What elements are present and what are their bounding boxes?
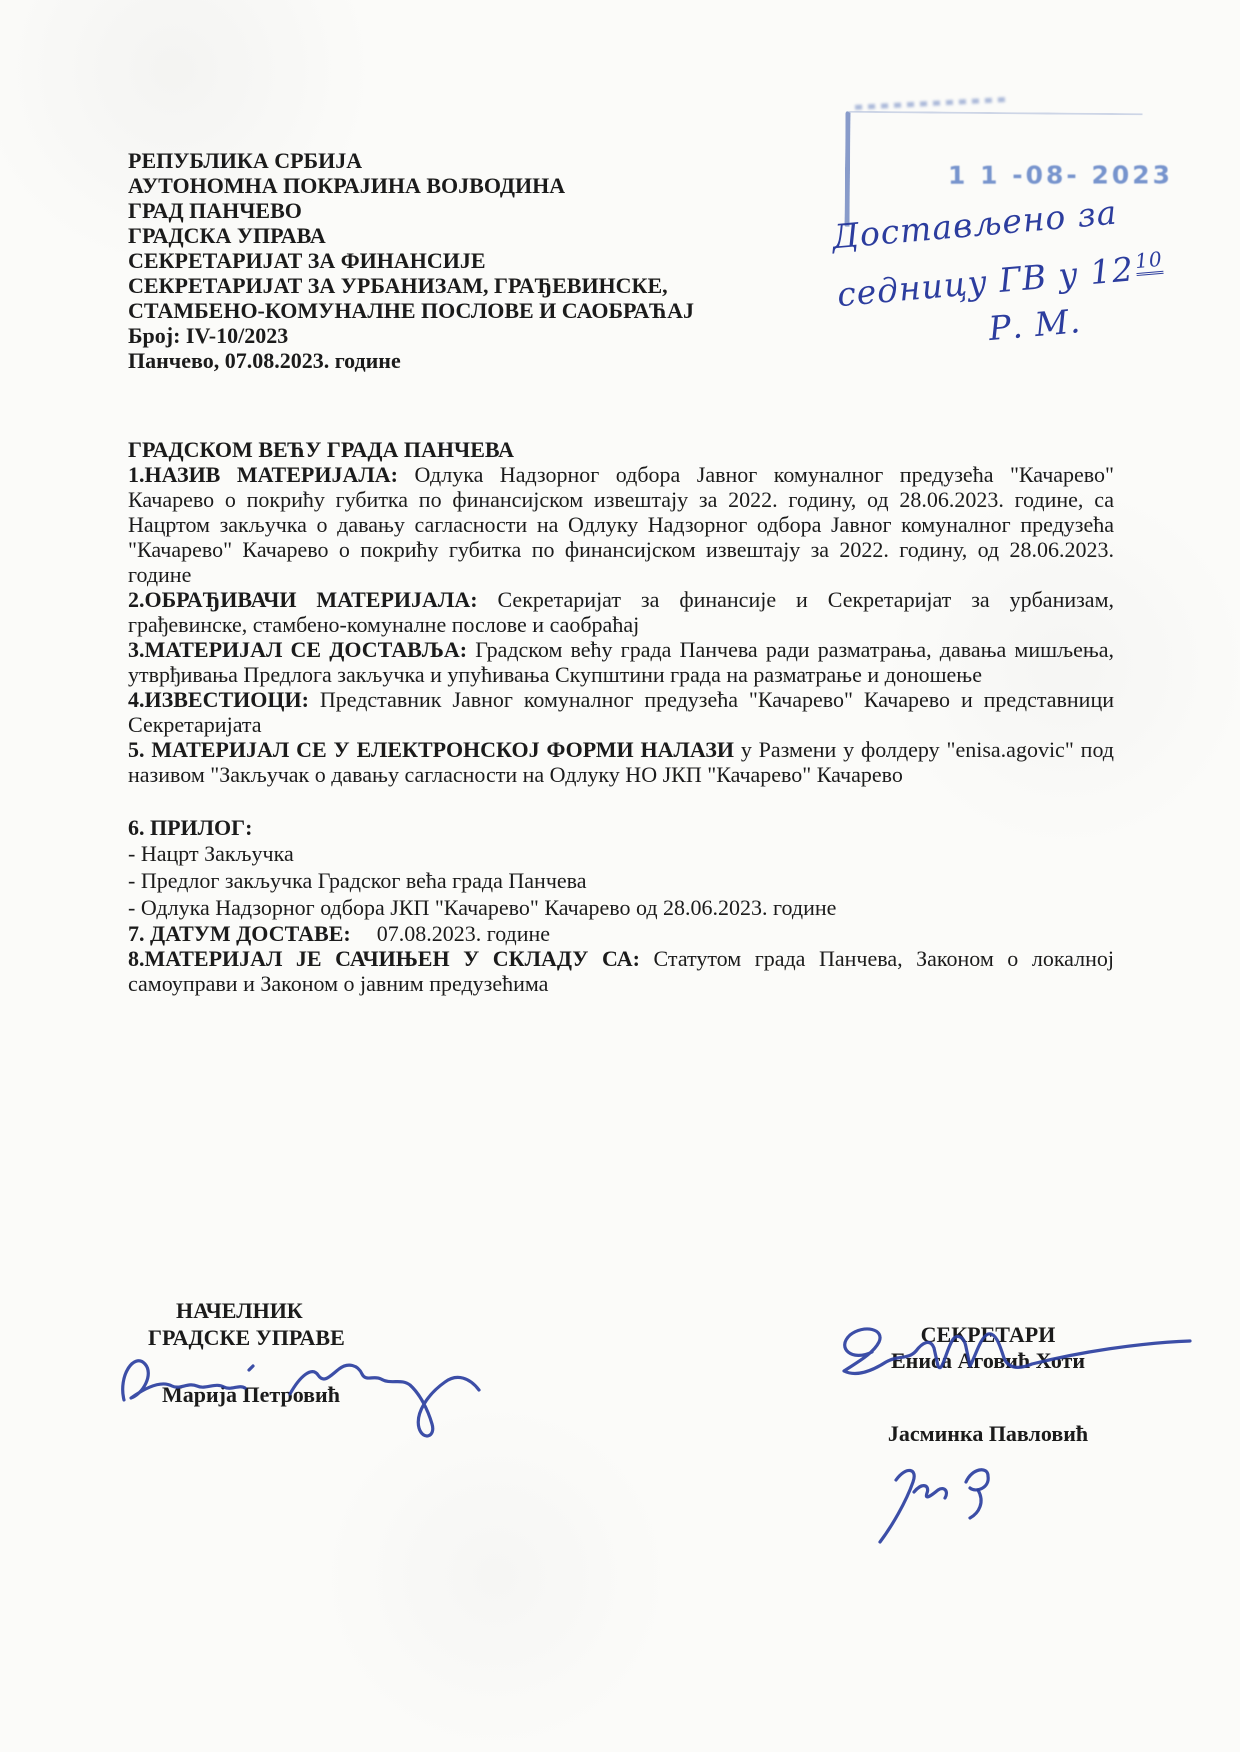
document-number: Број: IV-10/2023	[128, 323, 289, 348]
addressee-heading: ГРАДСКОМ ВЕЋУ ГРАДА ПАНЧЕВА	[128, 437, 515, 462]
signatory-right	[858, 1322, 1118, 1447]
section-4-label: 4.ИЗВЕСТИОЦИ:	[128, 687, 309, 712]
stamp-date-text: 1 1 -08- 2023	[947, 160, 1174, 190]
section-8-text: Статутом града Панчева, Законом о локалној самоуправи и Законом о јавним предузећима	[128, 946, 1114, 996]
attachment-item: - Одлука Надзорног одбора ЈКП "Качарево" Качарево од 28.06.2023. године	[128, 895, 837, 920]
section-5-label: 5. МАТЕРИЈАЛ СЕ У ЕЛЕКТРОНСКОЈ ФОРМИ НАЛАЗИ	[128, 737, 734, 762]
handwritten-initials: Р. М.	[987, 301, 1083, 349]
section-1-label: 1.НАЗИВ МАТЕРИЈАЛА:	[128, 462, 398, 487]
section-material-name	[128, 462, 1114, 587]
section-7-date: 07.08.2023. године	[376, 921, 551, 946]
section-7-label: 7. ДАТУМ ДОСТАВЕ:	[128, 921, 351, 946]
handwritten-line-1: Достављено за	[830, 192, 1119, 257]
letterhead-secretariat-finance: СЕКРЕТАРИЈАТ ЗА ФИНАНСИЈЕ	[128, 248, 486, 273]
signatory-left	[148, 1297, 345, 1408]
section-material-processors	[128, 587, 1114, 637]
attachment-item: - Предлог закључка Градског већа града Панчева	[128, 868, 587, 893]
section-attachments	[128, 815, 1114, 921]
signatory-right-name-1: Ениса Аговић Хоти	[890, 1348, 1086, 1373]
section-delivery-date	[128, 921, 1114, 946]
section-material-delivered-to	[128, 637, 1114, 687]
section-2-label: 2.ОБРАЂИВАЧИ МАТЕРИЈАЛА:	[128, 587, 478, 612]
section-3-text: Градском већу града Панчева ради разматрања, давања мишљења, утврђивања Предлога закључка и упућивања Скупштини града на разматрање и доношење	[128, 637, 1115, 687]
letterhead-city: ГРАД ПАНЧЕВО	[128, 198, 302, 223]
letterhead	[128, 148, 1114, 373]
signatory-right-name-2: Јасминка Павловић	[887, 1421, 1089, 1446]
section-rapporteurs	[128, 687, 1114, 737]
handwritten-time-superscript: 10	[1134, 247, 1164, 276]
signatory-left-title-2: ГРАДСКЕ УПРАВЕ	[148, 1325, 345, 1350]
letterhead-secretariat-urbanism-1: СЕКРЕТАРИЈАТ ЗА УРБАНИЗАМ, ГРАЂЕВИНСКЕ,	[128, 273, 668, 298]
section-electronic-form	[128, 737, 1114, 787]
stamp-ink-smudge	[855, 97, 1005, 110]
letterhead-republic: РЕПУБЛИКА СРБИЈА	[128, 148, 363, 173]
section-8-label: 8.МАТЕРИЈАЛ ЈЕ САЧИЊЕН У СКЛАДУ СА:	[128, 946, 640, 971]
signature-jasminka-pavlovic	[866, 1460, 1038, 1552]
signatory-left-name: Марија Петровић	[162, 1382, 340, 1407]
letterhead-province: АУТОНОМНА ПОКРАЈИНА ВОЈВОДИНА	[128, 173, 566, 198]
section-1-text: Одлука Надзорног одбора Јавног комуналног предузећа "Качарево" Качарево о покрићу губитка по финансијском извештају за 2022. годину, од 28.06.2023. године, са Нацртом закључка о давању сагласности на Одлуку Надзорног одбора Јавног комуналног предузећа "Качарево" Качарево о покрићу губитка по финансијском извештају за 2022. годину, од 28.06.2023. године	[128, 462, 1115, 587]
section-6-label: 6. ПРИЛОГ:	[128, 815, 253, 840]
section-5-text: у Размени у фолдеру "enisa.agovic" под називом "Закључак о давању сагласности на Одлуку НО ЈКП "Качарево" Качарево	[128, 737, 1114, 787]
section-legal-basis	[128, 946, 1114, 996]
place-and-date: Панчево, 07.08.2023. године	[128, 348, 401, 373]
letterhead-secretariat-urbanism-2: СТАМБЕНО-КОМУНАЛНЕ ПОСЛОВЕ И САОБРАЋАЈ	[128, 298, 695, 323]
section-3-label: 3.МАТЕРИЈАЛ СЕ ДОСТАВЉА:	[128, 637, 468, 662]
section-2-text: Секретаријат за финансије и Секретаријат за урбанизам, грађевинске, стамбено-комуналне послове и саобраћај	[128, 587, 1114, 637]
document-body	[128, 148, 1114, 996]
handwritten-time: седницу ГВ у 12	[835, 249, 1136, 315]
section-4-text: Представник Јавног комуналног предузећа "Качарево" Качарево и представници Секретаријата	[128, 687, 1114, 737]
signatory-right-title: СЕКРЕТАРИ	[920, 1322, 1056, 1347]
signatory-left-title-1: НАЧЕЛНИК	[176, 1298, 303, 1323]
attachment-item: - Нацрт Закључка	[128, 841, 294, 866]
letterhead-administration: ГРАДСКА УПРАВА	[128, 223, 326, 248]
